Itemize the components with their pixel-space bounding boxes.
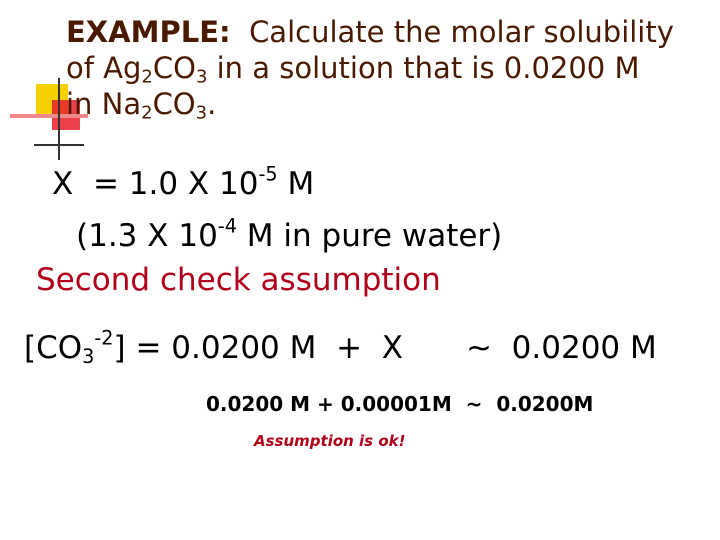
equation-text: M in pure water) <box>236 218 503 254</box>
example-label: EXAMPLE: <box>66 15 231 49</box>
slide-title <box>66 14 706 122</box>
carbonate-approximation: ~ 0.0200 M <box>466 330 657 366</box>
title-line-1 <box>66 14 706 50</box>
carbonate-concentration-line <box>24 326 403 368</box>
title-line-2 <box>66 50 706 86</box>
pure-water-line <box>76 214 503 254</box>
sum-approximation-line: 0.0200 M + 0.00001M ~ 0.0200M <box>206 392 594 416</box>
subscript: 3 <box>195 66 208 88</box>
subscript: 2 <box>141 66 153 88</box>
equation-text: X = 1.0 X 10 <box>52 166 259 202</box>
assumption-ok-note: Assumption is ok! <box>254 432 406 450</box>
exponent: -5 <box>258 162 278 186</box>
equation-text: [CO <box>24 330 83 366</box>
title-text: CO <box>152 87 196 121</box>
decorative-vertical-line <box>58 78 60 160</box>
x-value-line <box>52 162 315 202</box>
equation-text: M <box>277 166 315 202</box>
title-text: CO <box>152 51 196 85</box>
equation-text: ] = 0.0200 M + X <box>113 330 403 366</box>
subscript: 3 <box>195 102 208 124</box>
title-text: of Ag <box>66 51 142 85</box>
exponent: -2 <box>94 326 114 350</box>
title-line-3 <box>66 86 706 122</box>
second-check-heading: Second check assumption <box>36 262 441 298</box>
subscript: 2 <box>141 102 153 124</box>
exponent: -4 <box>217 214 237 238</box>
decorative-horizontal-line <box>34 144 84 146</box>
title-text: . <box>207 87 217 121</box>
subscript: 3 <box>82 344 95 368</box>
title-text: in a solution that is 0.0200 M <box>207 51 640 85</box>
title-question: Calculate the molar solubility <box>249 15 674 49</box>
equation-text: (1.3 X 10 <box>76 218 218 254</box>
title-text: in Na <box>66 87 142 121</box>
